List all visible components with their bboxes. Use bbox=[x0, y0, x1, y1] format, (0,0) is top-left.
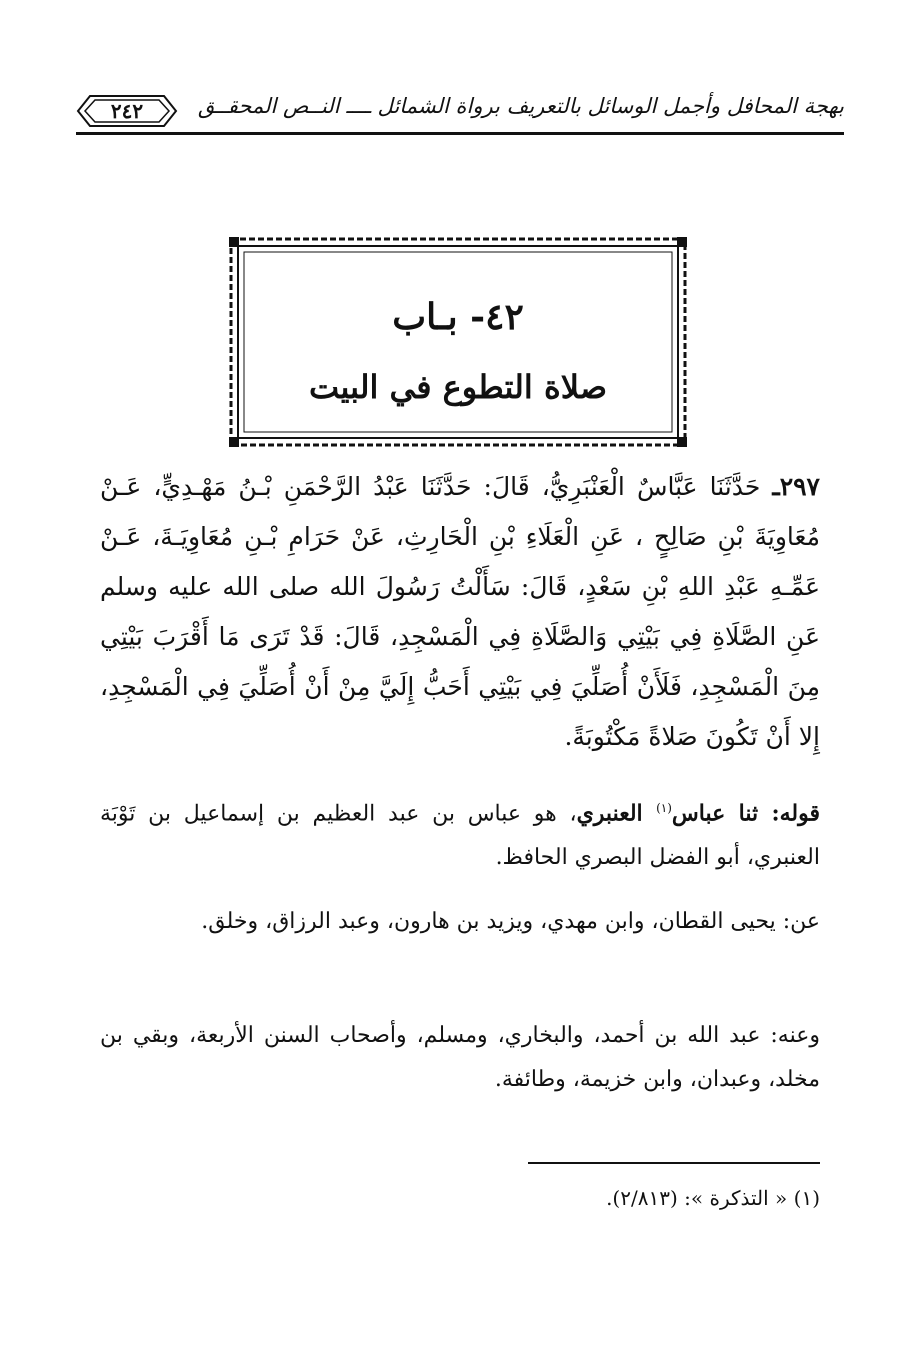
hadith-text bbox=[100, 462, 820, 762]
commentary-lead: قوله: ثنا عباس bbox=[671, 800, 821, 827]
page-number: ٢٤٢ bbox=[110, 99, 144, 123]
footnote-marker[interactable]: (١) bbox=[656, 801, 672, 815]
commentary-paragraph-2 bbox=[100, 900, 820, 944]
commentary-paragraph-3 bbox=[100, 1014, 820, 1102]
commentary-text: ، هو عباس بن عبد العظيم بن إسماعيل بن تَوْبَة العنبري، أبو الفضل البصري الحافظ. bbox=[100, 801, 820, 871]
commentary-lead-name: العنبري bbox=[576, 800, 657, 827]
header-title: بهجة المحافل وأجمل الوسائل بالتعريف برواة الشمائل ــــ النــص المحقــق bbox=[197, 94, 844, 118]
chapter-title: صلاة التطوع في البيت bbox=[309, 368, 607, 406]
chapter-number: ٤٢- بـاب bbox=[392, 296, 524, 338]
chapter-heading-frame bbox=[228, 236, 688, 448]
hadith-number: ٢٩٧ـ bbox=[772, 472, 820, 501]
commentary-text: عن: يحيى القطان، وابن مهدي، ويزيد بن هارون، وعبد الرزاق، وخلق. bbox=[201, 909, 820, 934]
decorative-frame-icon bbox=[228, 236, 688, 448]
commentary-text: وعنه: عبد الله بن أحمد، والبخاري، ومسلم، وأصحاب السنن الأربعة، وبقي بن مخلد، وعبدان، وابن خزيمة، وطائفة. bbox=[100, 1023, 820, 1092]
running-header bbox=[76, 92, 844, 135]
hadith-body: حَدَّثَنَا عَبَّاسٌ الْعَنْبَرِيُّ، قَالَ: حَدَّثَنَا عَبْدُ الرَّحْمَنِ بْـنُ مَهْـدِيٍّ، عَـنْ مُعَاوِيَةَ بْنِ صَالِحٍ ، عَنِ الْعَلَاءِ بْنِ الْحَارِثِ، عَنْ حَرَامِ بْـنِ مُعَاوِيَـةَ، عَـنْ عَمِّـهِ عَبْدِ اللهِ بْنِ سَعْدٍ، قَالَ: سَأَلْتُ رَسُولَ الله صلى الله عليه وسلم عَنِ الصَّلَاةِ فِي بَيْتِي وَالصَّلَاةِ فِي الْمَسْجِدِ، قَالَ: قَدْ تَرَى مَا أَقْرَبَ بَيْتِي مِنَ الْمَسْجِدِ، فَلَأَنْ أُصَلِّيَ فِي بَيْتِي أَحَبُّ إِلَيَّ مِنْ أَنْ أُصَلِّيَ فِي الْمَسْجِدِ، إِلا أَنْ تَكُونَ صَلاةً مَكْتُوبَةً. bbox=[100, 472, 820, 751]
footnote-separator bbox=[528, 1162, 820, 1164]
footnote: (١) « التذكرة »: (٢/٨١٣). bbox=[606, 1186, 820, 1210]
page-number-badge bbox=[76, 94, 178, 128]
commentary-paragraph-1 bbox=[100, 786, 820, 880]
